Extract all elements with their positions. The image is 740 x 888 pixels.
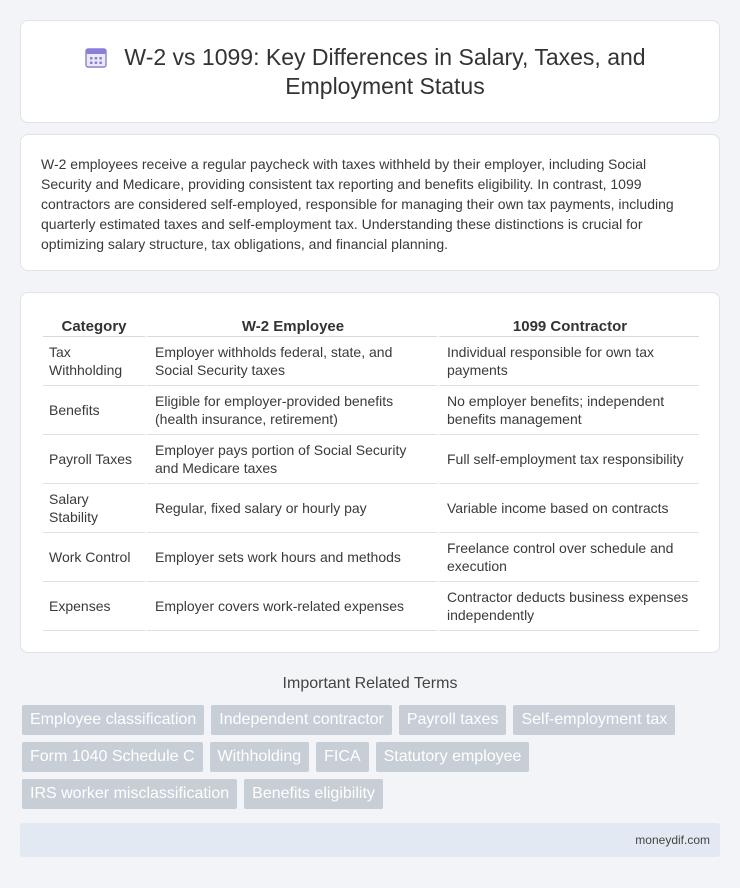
summary-text: W-2 employees receive a regular paycheck with taxes withheld by their employer, including Social Security and Medicare, providing consistent tax reporting and benefits eligibility. In contrast, 1099 contractors are considered self-employed, responsible for managing their own tax payments, including quarterly estimated taxes and self-employment tax. Understanding these distinctions is crucial for optimizing salary structure, tax obligations, and financial planning. (41, 156, 674, 252)
table-row (43, 582, 699, 631)
row-w2-value: Regular, fixed salary or hourly pay (145, 484, 437, 533)
row-w2-value: Employer sets work hours and methods (145, 533, 437, 582)
row-1099-value: Variable income based on contracts (437, 484, 699, 533)
row-w2-value: Employer pays portion of Social Security and Medicare taxes (145, 435, 437, 484)
row-category: Salary Stability (43, 484, 145, 533)
row-category: Benefits (43, 386, 145, 435)
header-1099: 1099 Contractor (437, 317, 699, 337)
row-w2-value: Employer withholds federal, state, and Social Security taxes (145, 337, 437, 386)
row-1099-value: Full self-employment tax responsibility (437, 435, 699, 484)
related-terms-list (22, 705, 702, 809)
row-category: Payroll Taxes (43, 435, 145, 484)
term-tag-employee-classification[interactable]: Employee classification (22, 705, 204, 735)
table-row (43, 337, 699, 386)
table-header-row (43, 317, 699, 337)
row-w2-value: Employer covers work-related expenses (145, 582, 437, 631)
comparison-table-card (20, 292, 720, 653)
row-category: Expenses (43, 582, 145, 631)
row-1099-value: Contractor deducts business expenses independently (437, 582, 699, 631)
term-tag-payroll-taxes[interactable]: Payroll taxes (399, 705, 507, 735)
row-1099-value: No employer benefits; independent benefits management (437, 386, 699, 435)
row-w2-value: Eligible for employer-provided benefits (health insurance, retirement) (145, 386, 437, 435)
table-row (43, 484, 699, 533)
term-tag-independent-contractor[interactable]: Independent contractor (211, 705, 392, 735)
term-tag-fica[interactable]: FICA (316, 742, 368, 772)
term-tag-form-1040-schedule-c[interactable]: Form 1040 Schedule C (22, 742, 203, 772)
footer-site-link[interactable]: moneydif.com (635, 833, 710, 847)
summary-card (20, 134, 720, 271)
table-row (43, 386, 699, 435)
term-tag-self-employment-tax[interactable]: Self-employment tax (513, 705, 675, 735)
related-terms-heading: Important Related Terms (282, 675, 458, 692)
term-tag-withholding[interactable]: Withholding (210, 742, 310, 772)
term-tag-benefits-eligibility[interactable]: Benefits eligibility (244, 779, 383, 809)
table-row (43, 435, 699, 484)
comparison-table (43, 317, 699, 631)
header-w2: W-2 Employee (145, 317, 437, 337)
page-title: W-2 vs 1099: Key Differences in Salary, Taxes, and Employment Status (124, 44, 646, 99)
row-1099-value: Individual responsible for own tax payments (437, 337, 699, 386)
row-category: Tax Withholding (43, 337, 145, 386)
table-row (43, 533, 699, 582)
row-category: Work Control (43, 533, 145, 582)
title-card (20, 20, 720, 123)
header-category: Category (43, 317, 145, 337)
footer (20, 823, 720, 857)
term-tag-statutory-employee[interactable]: Statutory employee (376, 742, 530, 772)
row-1099-value: Freelance control over schedule and execution (437, 533, 699, 582)
term-tag-irs-worker-misclassification[interactable]: IRS worker misclassification (22, 779, 237, 809)
